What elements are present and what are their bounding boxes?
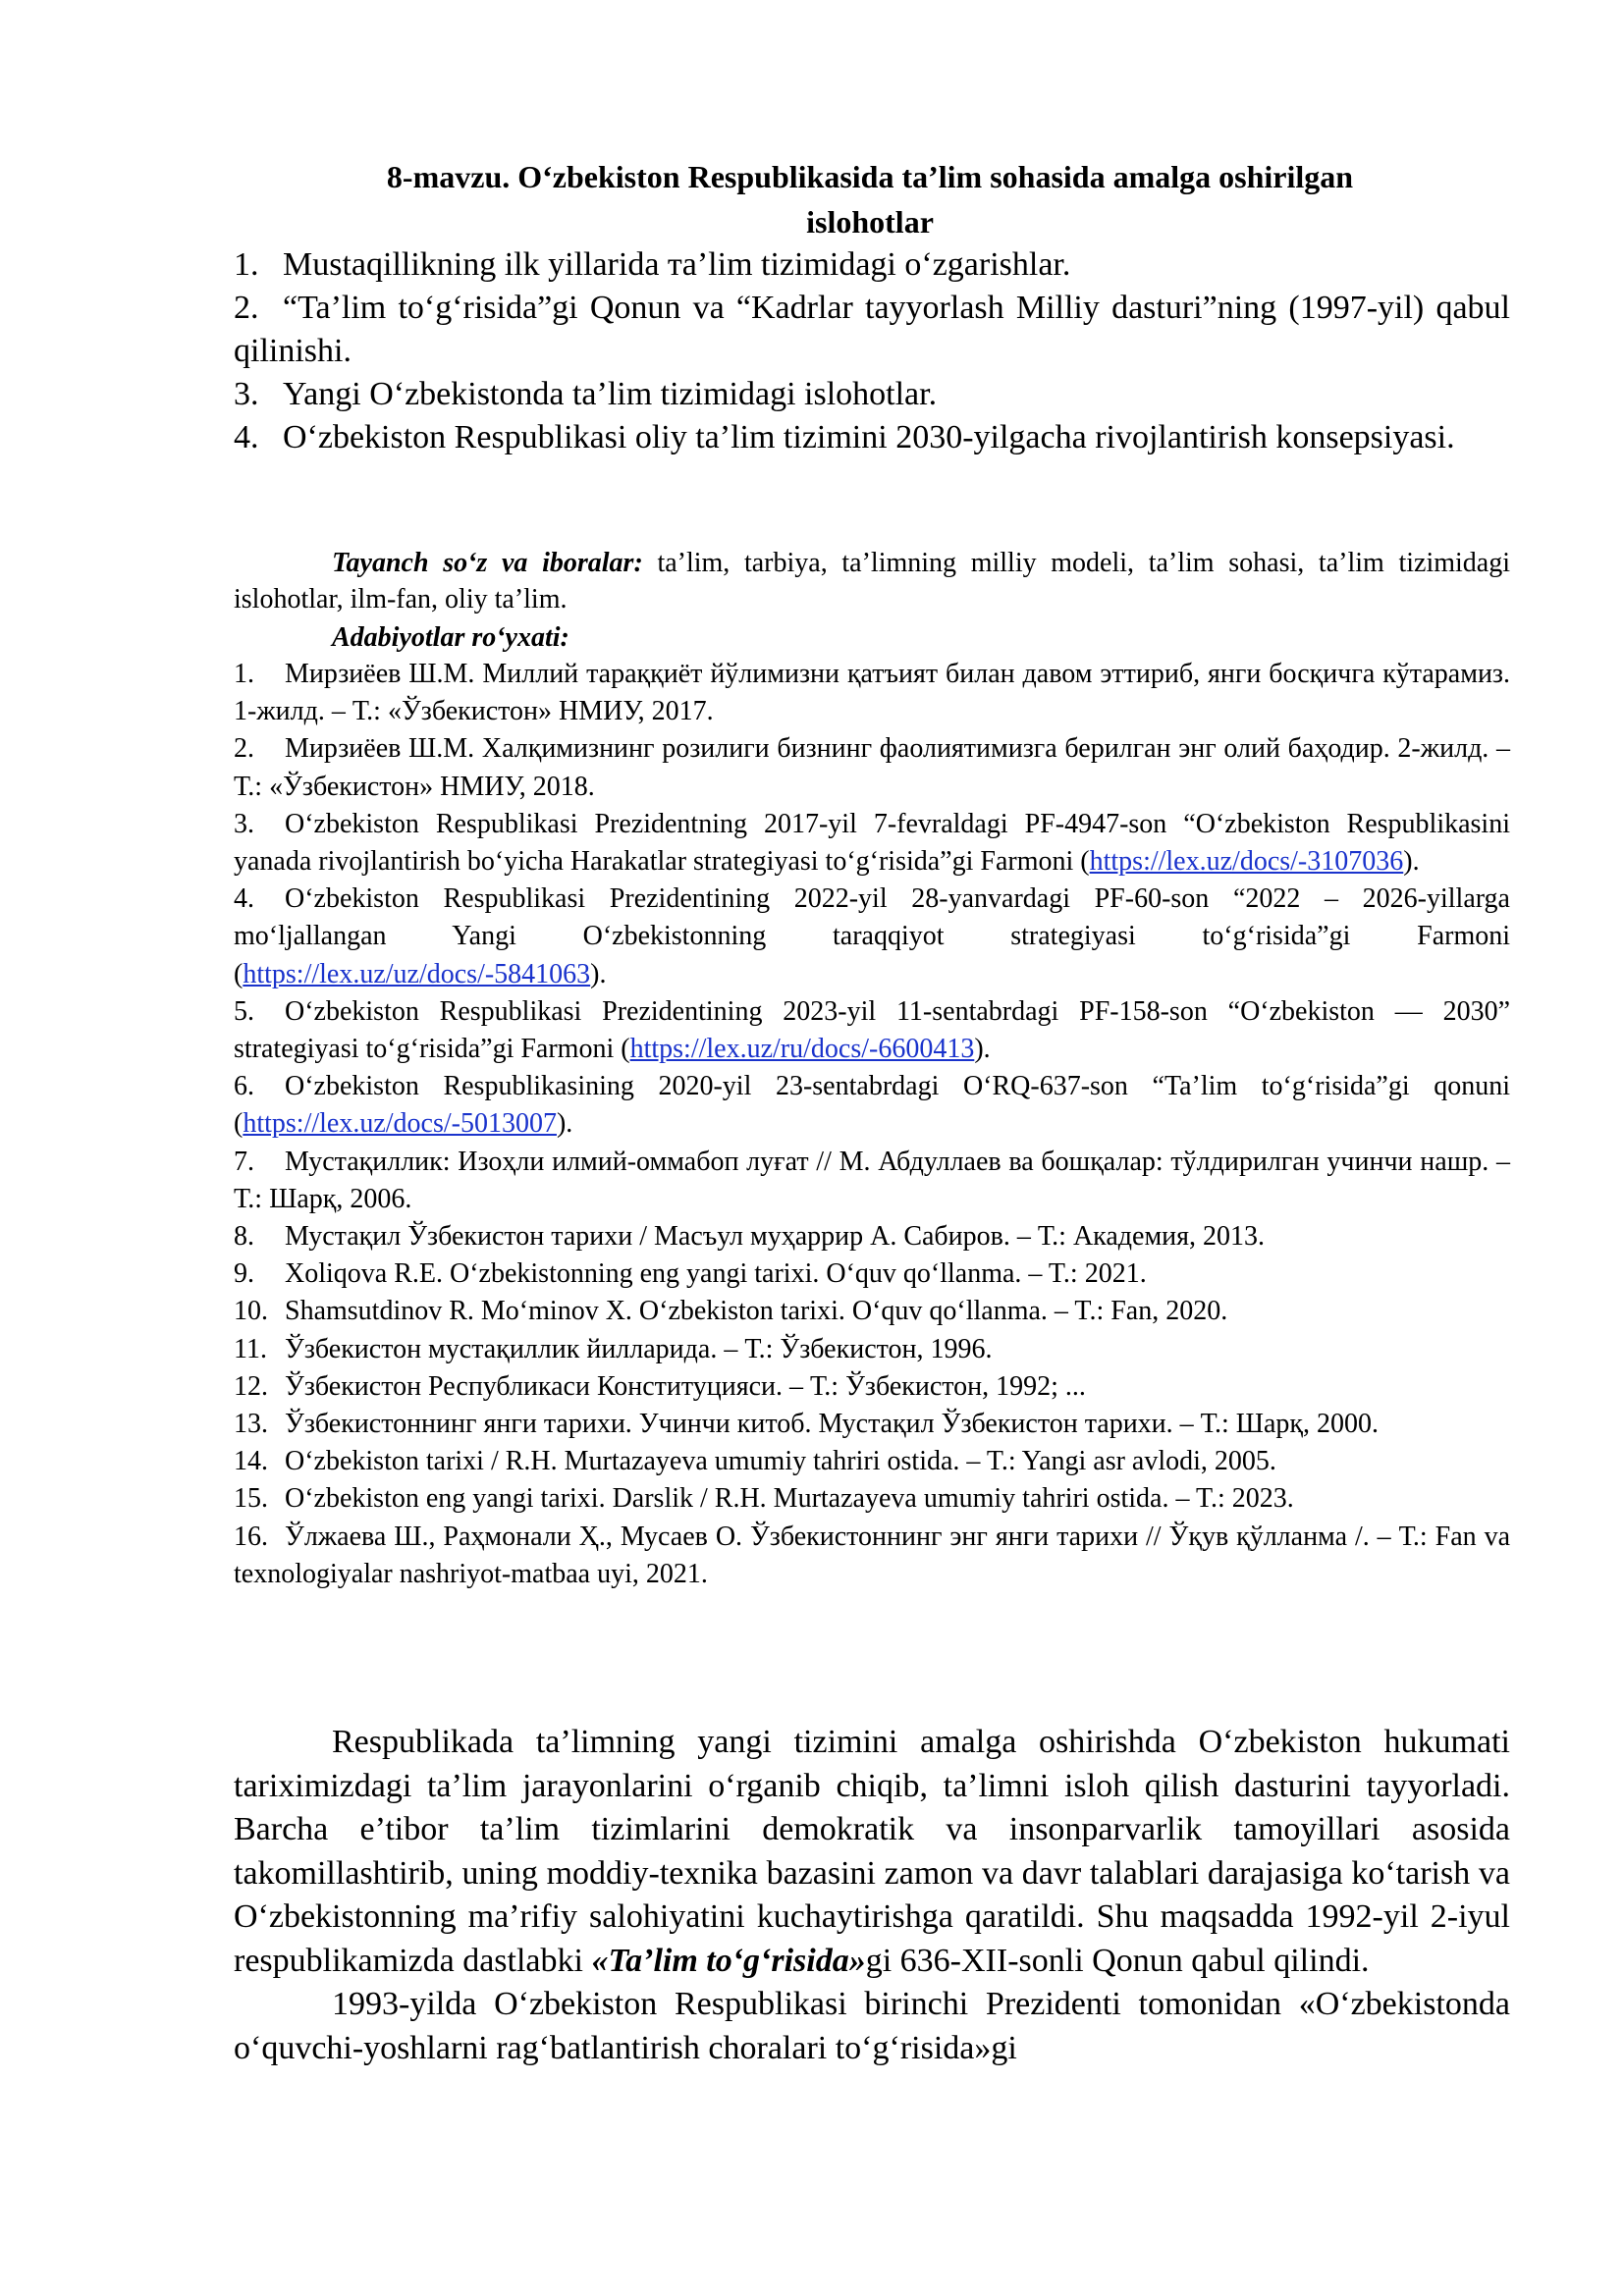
topic-item: 2. “Ta’lim to‘g‘risida”gi Qonun va “Kadrlar tayyorlash Milliy dasturi”ning (1997-yil) qabul qilinishi. (234, 290, 1510, 369)
reference-link[interactable]: https://lex.uz/uz/docs/-5841063 (243, 958, 591, 989)
title-line-2: islohotlar (806, 204, 934, 240)
reference-item: 7. Мустақиллик: Изоҳли илмий-оммабоп луғат // М. Абдуллаев ва бошқалар: тўлдирилган учинчи нашр. – Т.: Шарқ, 2006. (234, 1146, 1510, 1214)
reference-item: 1. Мирзиёев Ш.М. Миллий тараққиёт йўлимизни қатъият билан давом эттириб, янги босқичга кўтарамиз. 1-жилд. – Т.: «Ўзбекистон» НМИУ, 2017. (234, 659, 1510, 727)
reference-item: 9. Xoliqova R.E. O‘zbekistonning eng yangi tarixi. O‘quv qo‘llanma. – T.: 2021. (234, 1258, 1147, 1290)
reference-item: 16. Ўлжаева Ш., Раҳмонали Ҳ., Мусаев О. Ўзбекистоннинг энг янги тарихи // Ўқув қўлланма /. – Т.: Fan va texnologiyalar nashriyot-matbaa uyi, 2021. (234, 1521, 1510, 1589)
body-text (234, 1721, 1510, 2070)
topic-item: 1. Mustaqillikning ilk yillarida тa’lim tizimidagi o‘zgarishlar. (234, 246, 1071, 283)
reference-link[interactable]: https://lex.uz/docs/-5013007 (243, 1108, 557, 1140)
keywords-label: Tayanch so‘z va iboralar: (332, 548, 643, 578)
reference-item: 12. Ўзбекистон Республикаси Конституцияси. – Т.: Ўзбекистон, 1992; ... (234, 1370, 1086, 1402)
law-title-emphasis: «Ta’lim to‘g‘risida» (591, 1942, 866, 1979)
reference-link[interactable]: https://lex.uz/docs/-3107036 (1089, 846, 1404, 878)
reference-item: 4. O‘zbekiston Respublikasi Prezidentining 2022-yil 28-yanvardagi PF-60-son “2022 – 2026-yillarga mo‘ljallangan Yangi O‘zbekistonning taraqqiyot strategiyasi to‘g‘risida”gi Farmoni (https://lex.uz/uz/docs/-5841063). (234, 883, 1510, 989)
keywords-text: ta’lim, tarbiya, ta’limning milliy modeli, ta’lim sohasi, ta’lim tizimidagi islohotlar, ilm-fan, oliy ta’lim. (234, 548, 1510, 614)
reference-item: 2. Мирзиёев Ш.М. Халқимизнинг розилиги бизнинг фаолиятимизга берилган энг олий баҳодир. 2-жилд. – Т.: «Ўзбекистон» НМИУ, 2018. (234, 733, 1510, 802)
keywords-paragraph (234, 545, 1510, 617)
reference-item: 13. Ўзбекистоннинг янги тарихи. Учинчи китоб. Мустақил Ўзбекистон тарихи. – Т.: Шарқ, 2000. (234, 1409, 1380, 1440)
reference-link[interactable]: https://lex.uz/ru/docs/-6600413 (629, 1034, 975, 1065)
reference-item: 8. Мустақил Ўзбекистон тарихи / Масъул муҳаррир А. Сабиров. – Т.: Академия, 2013. (234, 1221, 1266, 1253)
topic-item: 3. Yangi O‘zbekistonda ta’lim tizimidagi islohotlar. (234, 376, 938, 412)
reference-item: 6. O‘zbekiston Respublikasining 2020-yil 23-sentabrdagi O‘RQ-637-son “Ta’lim to‘g‘risida”gi qonuni (https://lex.uz/docs/-5013007). (234, 1071, 1510, 1140)
reference-item: 14. O‘zbekiston tarixi / R.H. Murtazayeva umumiy tahriri ostida. – T.: Yangi asr avlodi, 2005. (234, 1446, 1276, 1477)
topic-list (234, 243, 1510, 459)
reference-item: 15. O‘zbekiston eng yangi tarixi. Darslik / R.H. Murtazayeva umumiy tahriri ostida. – T.: 2023. (234, 1483, 1294, 1515)
reference-item: 3. O‘zbekiston Respublikasi Prezidentning 2017-yil 7-fevraldagi PF-4947-son “O‘zbekiston Respublikasini yanada rivojlantirish bo‘yicha Harakatlar strategiyasi to‘g‘risida”gi Farmoni (https://lex.uz/docs/-3107036). (234, 808, 1510, 878)
body-paragraph: 1993-yilda O‘zbekiston Respublikasi birinchi Prezidenti tomonidan «O‘zbekistonda o‘quvchi-yoshlarni rag‘batlantirish choralari to‘g‘risida»gi (234, 1986, 1510, 2066)
reference-item: 11. Ўзбекистон мустақиллик йилларида. – Т.: Ўзбекистон, 1996. (234, 1333, 993, 1364)
page-title (232, 154, 1508, 244)
references-heading: Adabiyotlar ro‘yxati: (332, 622, 569, 653)
topic-item: 4. O‘zbekiston Respublikasi oliy ta’lim tizimini 2030-yilgacha rivojlantirish konsepsiyasi. (234, 419, 1455, 455)
reference-item: 5. O‘zbekiston Respublikasi Prezidentining 2023-yil 11-sentabrdagi PF-158-son “O‘zbekiston — 2030” strategiyasi to‘g‘risida”gi Farmoni (https://lex.uz/ru/docs/-6600413). (234, 995, 1510, 1065)
body-paragraph: Respublikada ta’limning yangi tizimini amalga oshirishda O‘zbekiston hukumati tariximizdagi ta’lim jarayonlarini o‘rganib chiqib, ta’limni isloh qilish dasturini tayyorladi. Barcha e’tibor ta’lim tizimlarini demokratik va insonparvarlik tamoyillari asosida takomillashtirib, uning moddiy-texnika bazasini zamon va davr talablari darajasiga ko‘tarish va O‘zbekistonning ma’rifiy salohiyatini kuchaytirishga qaratildi. Shu maqsadda 1992-yil 2-iyul respublikamizda dastlabki «Ta’lim to‘g‘risida»gi 636-XII-sonli Qonun qabul qilindi. (234, 1724, 1510, 1979)
reference-item: 10. Shamsutdinov R. Mo‘minov X. O‘zbekiston tarixi. O‘quv qo‘llanma. – T.: Fan, 2020. (234, 1296, 1228, 1327)
references-list (234, 656, 1510, 1593)
title-line-1: 8-mavzu. O‘zbekiston Respublikasida ta’lim sohasida amalga oshirilgan (386, 159, 1354, 194)
